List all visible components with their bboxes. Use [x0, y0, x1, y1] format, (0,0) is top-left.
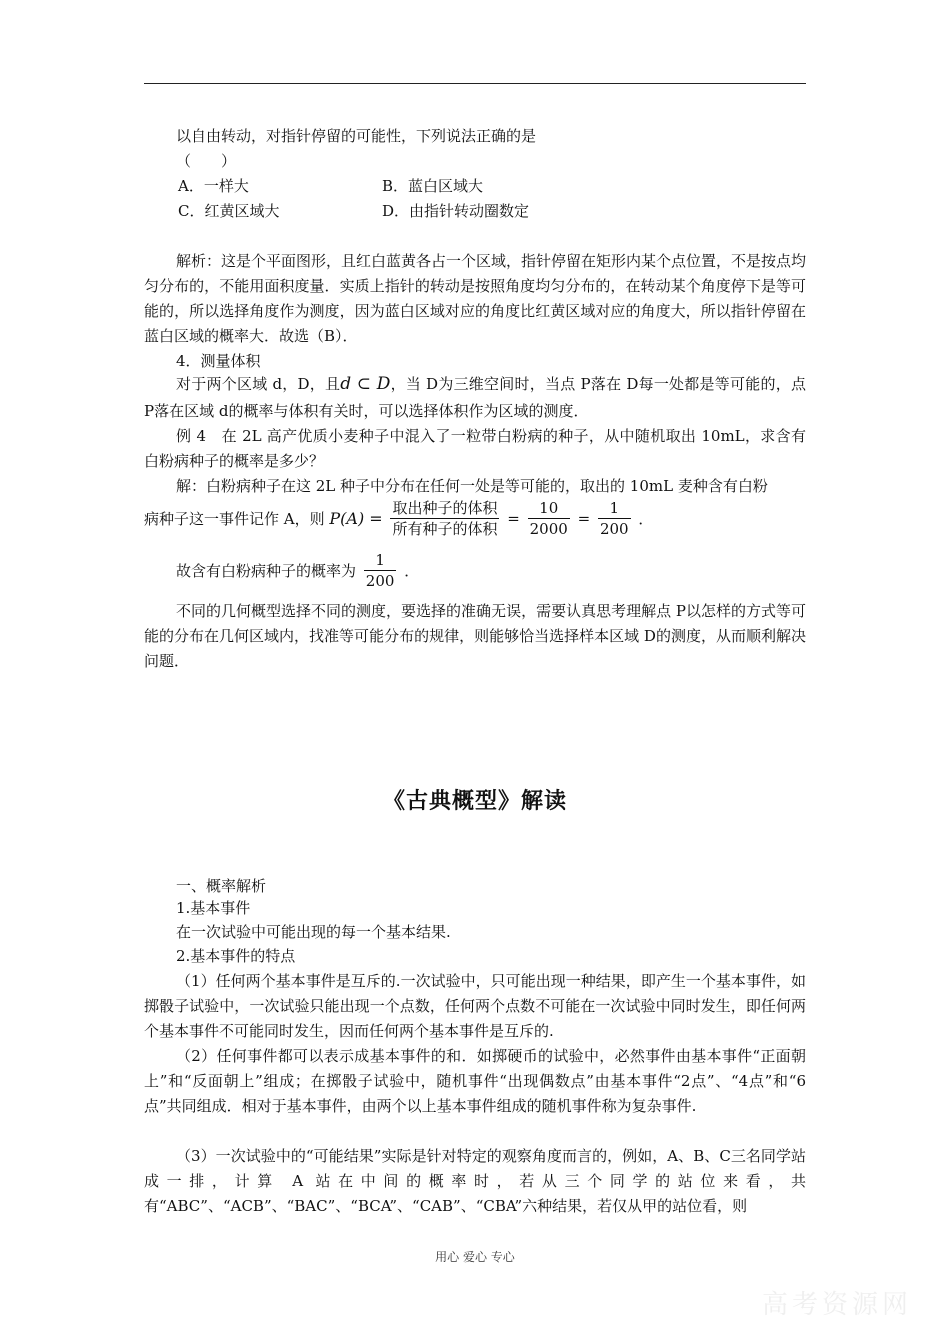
section4-heading: 4．测量体积 — [176, 352, 261, 370]
conclusion-fraction — [364, 550, 397, 591]
fraction-volume-denominator: 所有种子的体积 — [392, 520, 498, 538]
option-b: B．蓝白区域大 — [382, 177, 484, 195]
paragraph-2: （2）任何事件都可以表示成基本事件的和．如掷硬币的试验中，必然事件由基本事件“正面朝上”和“反面朝上”组成；在掷骰子试验中，随机事件“出现偶数点”由基本事件“2点”、“4点”和“6点”共同组成．相对于基本事件，由两个以上基本事件组成的随机事件称为复杂事件. — [144, 1047, 806, 1115]
watermark: 高考资源网 — [761, 1290, 912, 1320]
section4-text-2: ，当 D为三维空间时，当点 P落在 D每一处都是等可能的，点 P落在区域 d的概率与体积有关时，可以选择体积作为区域的测度． — [144, 375, 806, 420]
answer-paren: （ ） — [176, 152, 237, 170]
analysis-paragraph: 解析：这是个平面图形，且红白蓝黄各占一个区域，指针停留在矩形内某个点位置，不是按点均匀分布的，不能用面积度量．实质上指针的转动是按照角度均匀分布的，在转动某个角度停下是等可能的，所以选择角度作为测度，因为蓝白区域对应的角度比红黄区域对应的角度大，所以指针停留在蓝白区域的概率大．故选（B）． — [144, 252, 807, 345]
conclusion-fraction-denominator: 200 — [365, 572, 395, 590]
s1-1-text: 在一次试验中可能出现的每一个基本结果. — [176, 923, 451, 941]
s1-1-heading: 1.基本事件 — [176, 899, 251, 917]
section4-text-1: 对于两个区域 d，D，且 — [176, 375, 341, 393]
s1-2-heading: 2.基本事件的特点 — [176, 947, 296, 965]
solution4-line2 — [144, 498, 806, 539]
paragraph-1: （1）任何两个基本事件是互斥的.一次试验中，只可能出现一种结果，即产生一个基本事件，如掷骰子试验中，一次试验只能出现一个点数，任何两个点数不可能在一次试验中同时发生，即任何两个基本事件不可能同时发生，因而任何两个基本事件是互斥的. — [144, 972, 806, 1040]
fraction-1-200 — [598, 498, 631, 539]
subset-formula: d ⊂ D — [340, 374, 391, 394]
section4-paragraph — [144, 371, 806, 425]
formula-equals-2: = — [577, 509, 591, 528]
fraction-10-2000-denominator: 2000 — [529, 520, 568, 538]
fraction-volume — [390, 498, 499, 539]
section-title: 《古典概型》解读 — [382, 789, 567, 814]
option-d: D．由指针转动圈数定 — [382, 202, 530, 220]
conclusion-line — [144, 550, 838, 591]
conclusion-fraction-numerator: 1 — [364, 550, 397, 571]
summary-paragraph: 不同的几何概型选择不同的测度，要选择的准确无误，需要认真思考理解点 P以怎样的方式等可能的分布在几何区域内，找准等可能分布的规律，则能够恰当选择样本区域 D的测度，从而顺利解决问题． — [144, 602, 806, 670]
formula-lhs: P(A) = — [329, 509, 383, 528]
conclusion-text: 故含有白粉病种子的概率为 — [176, 562, 357, 580]
s1-heading: 一、概率解析 — [176, 877, 267, 895]
formula-equals-1: = — [507, 509, 520, 528]
solution4-line1: 解：白粉病种子在这 2L 种子中分布在任何一处是等可能的，取出的 10mL 麦种含有白粉 — [176, 477, 768, 495]
fraction-1-200-numerator: 1 — [598, 498, 631, 519]
solution4-prefix: 病种子这一事件记作 A，则 — [144, 510, 325, 528]
formula-end: ． — [638, 510, 654, 528]
fraction-1-200-denominator: 200 — [599, 520, 629, 538]
fraction-volume-numerator: 取出种子的体积 — [392, 499, 498, 517]
conclusion-end: ． — [404, 562, 420, 580]
fraction-10-2000-numerator: 10 — [528, 498, 570, 519]
question-stem: 以自由转动，对指针停留的可能性，下列说法正确的是 — [176, 127, 537, 145]
option-a: A．一样大 — [178, 177, 249, 195]
fraction-10-2000 — [528, 498, 570, 539]
paragraph-3: （3）一次试验中的“可能结果”实际是针对特定的观察角度而言的，例如，A、B、C三名同学站成一排，计算 A 站在中间的概率时，若从三个同学的站位来看，共有“ABC”、“ACB”、“BAC”、“BCA”、“CAB”、“CBA”六种结果，若仅从甲的站位看，则 — [144, 1147, 806, 1215]
header-rule — [144, 83, 806, 84]
option-c: C．红黄区域大 — [178, 202, 280, 220]
page-footer: 用心 爱心 专心 — [435, 1250, 515, 1264]
example4-paragraph: 例 4 在 2L 高产优质小麦种子中混入了一粒带白粉病的种子，从中随机取出 10mL，求含有白粉病种子的概率是多少？ — [144, 427, 806, 470]
